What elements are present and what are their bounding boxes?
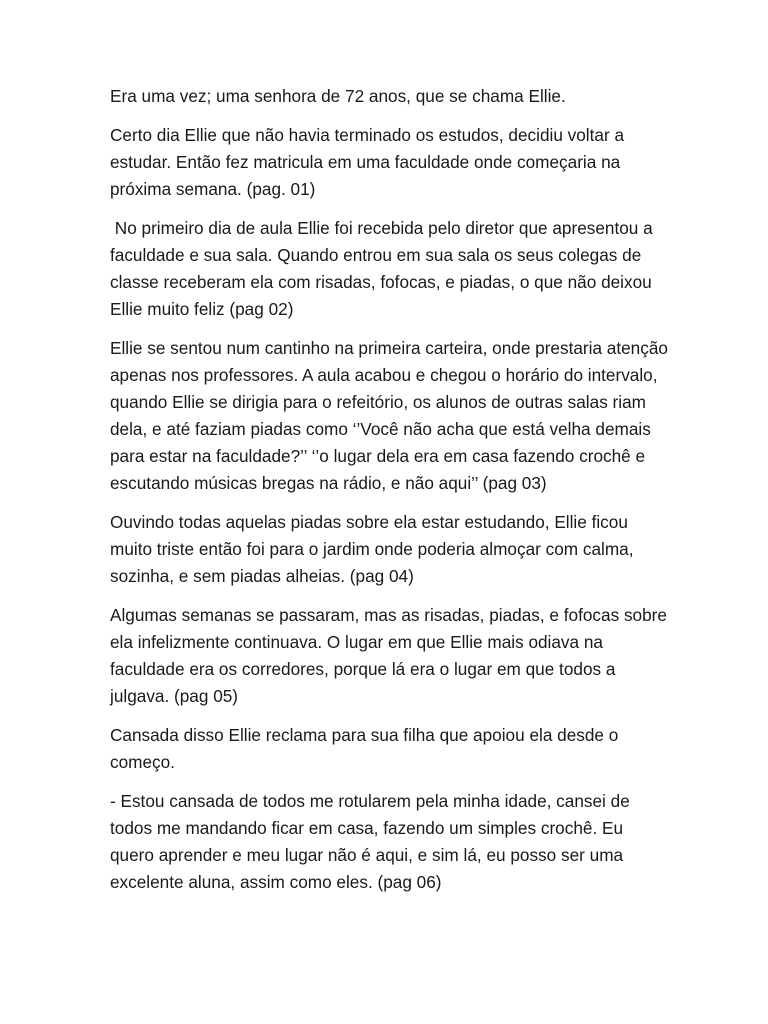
paragraph-8: - Estou cansada de todos me rotularem pela minha idade, cansei de todos me mandando ficar em casa, fazendo um simples crochê. Eu quero aprender e meu lugar não é aqui, e sim lá, eu posso ser uma excelente aluna, assim como eles. (pag 06) (110, 791, 630, 892)
paragraph-2: Certo dia Ellie que não havia terminado os estudos, decidiu voltar a estudar. Então fez matricula em uma faculdade onde começaria na próxima semana. (pag. 01) (110, 125, 625, 199)
paragraph-4: Ellie se sentou num cantinho na primeira carteira, onde prestaria atenção apenas nos professores. A aula acabou e chegou o horário do intervalo, quando Ellie se dirigia para o refeitório, os alunos de outras salas riam dela, e até faziam piadas como ‘’Você não acha que está velha demais para estar na faculdade?’’ ‘’o lugar dela era em casa fazendo crochê e escutando músicas bregas na rádio, e não aqui’’ (pag 03) (110, 338, 668, 493)
paragraph-1: Era uma vez; uma senhora de 72 anos, que se chama Ellie. (110, 86, 566, 106)
paragraph-6: Algumas semanas se passaram, mas as risadas, piadas, e fofocas sobre ela infelizmente continuava. O lugar em que Ellie mais odiava na faculdade era os corredores, porque lá era o lugar em que todos a julgava. (pag 05) (110, 605, 667, 706)
document-body (110, 83, 670, 908)
paragraph-7: Cansada disso Ellie reclama para sua filha que apoiou ela desde o começo. (110, 725, 619, 772)
paragraph-5: Ouvindo todas aquelas piadas sobre ela estar estudando, Ellie ficou muito triste então foi para o jardim onde poderia almoçar com calma, sozinha, e sem piadas alheias. (pag 04) (110, 512, 634, 586)
paragraph-3: No primeiro dia de aula Ellie foi recebida pelo diretor que apresentou a faculdade e sua sala. Quando entrou em sua sala os seus colegas de classe receberam ela com risadas, fofocas, e piadas, o que não deixou Ellie muito feliz (pag 02) (110, 218, 658, 319)
